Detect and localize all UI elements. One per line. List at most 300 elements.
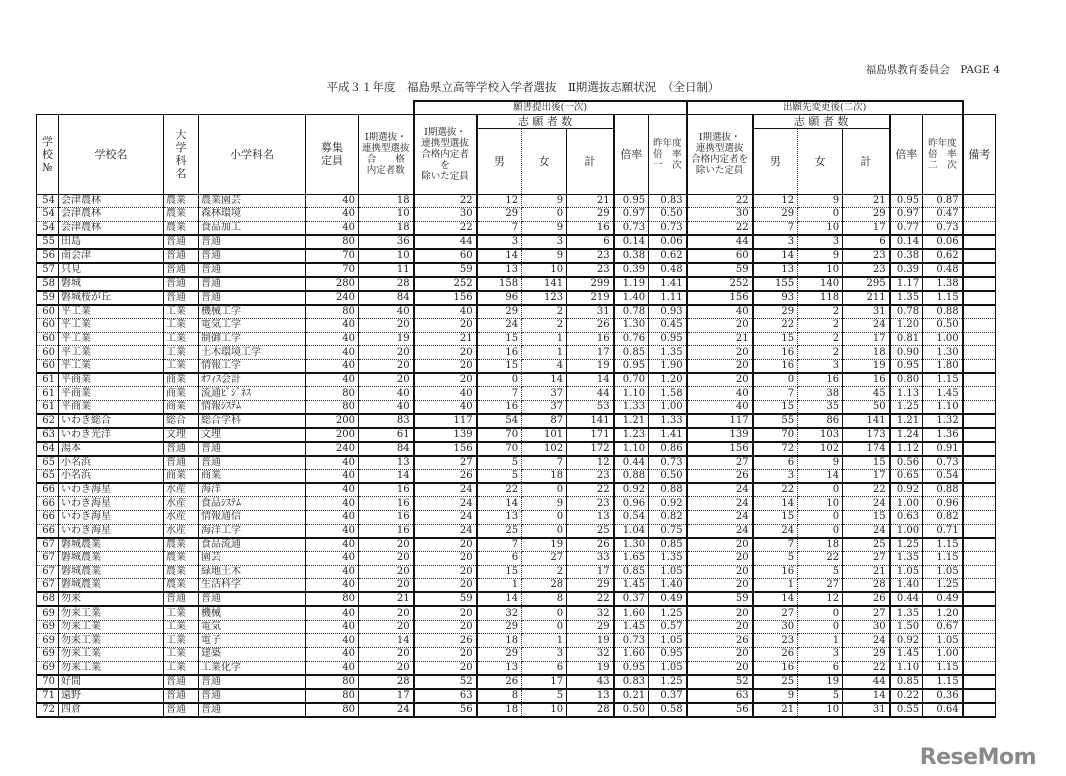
cell-capacity: 240 — [306, 291, 359, 305]
cell-male-second: 93 — [753, 291, 798, 305]
cell-male-first: 7 — [477, 387, 522, 401]
cell-naitei-count: 40 — [359, 400, 414, 414]
cell-dept: 工業 — [164, 634, 199, 648]
cell-naitei-count: 20 — [359, 359, 414, 373]
cell-subdept: 農業園芸 — [199, 194, 306, 208]
cell-total-second: 6 — [843, 235, 890, 249]
cell-male-first: 70 — [477, 428, 522, 442]
cell-note — [963, 428, 996, 442]
cell-naitei-count: 20 — [359, 620, 414, 634]
cell-teiin-second: 20 — [687, 579, 753, 593]
cell-total-first: 171 — [567, 428, 614, 442]
cell-note — [963, 442, 996, 456]
cell-teiin-second: 252 — [687, 277, 753, 291]
cell-male-second: 30 — [753, 620, 798, 634]
cell-ratio-second: 1.12 — [890, 442, 923, 456]
cell-male-first: 1 — [477, 579, 522, 593]
cell-note — [963, 346, 996, 360]
cell-total-first: 16 — [567, 221, 614, 235]
cell-note — [963, 414, 996, 428]
cell-dept: 農業 — [164, 194, 199, 208]
cell-prev-ratio-second: 0.73 — [923, 456, 963, 470]
cell-ratio-first: 0.97 — [614, 208, 649, 222]
cell-ratio-first: 0.95 — [614, 194, 649, 208]
cell-ratio-first: 1.30 — [614, 538, 649, 552]
cell-total-second: 24 — [843, 497, 890, 511]
cell-female-first: 5 — [522, 689, 567, 703]
table-row — [37, 249, 996, 263]
cell-capacity: 40 — [306, 620, 359, 634]
cell-capacity: 40 — [306, 661, 359, 675]
cell-male-second: 27 — [753, 606, 798, 620]
cell-total-first: 29 — [567, 208, 614, 222]
cell-total-second: 24 — [843, 319, 890, 333]
cell-ratio-second: 1.17 — [890, 277, 923, 291]
cell-school-name: 四倉 — [59, 703, 164, 717]
cell-female-second: 35 — [798, 400, 843, 414]
cell-school-no: 72 — [37, 703, 59, 717]
cell-ratio-first: 0.78 — [614, 305, 649, 319]
cell-teiin-first: 30 — [414, 208, 477, 222]
col-total-second: 計 — [843, 128, 890, 194]
cell-total-first: 19 — [567, 359, 614, 373]
cell-prev-ratio-second: 0.88 — [923, 483, 963, 497]
cell-school-no: 54 — [37, 208, 59, 222]
cell-ratio-second: 0.92 — [890, 634, 923, 648]
cell-prev-ratio-first: 1.05 — [649, 661, 687, 675]
cell-female-second: 38 — [798, 387, 843, 401]
cell-subdept: 電気工学 — [199, 319, 306, 333]
cell-female-first: 101 — [522, 428, 567, 442]
cell-ratio-second: 0.78 — [890, 305, 923, 319]
cell-total-first: 172 — [567, 442, 614, 456]
cell-male-first: 5 — [477, 470, 522, 484]
cell-total-first: 31 — [567, 305, 614, 319]
cell-total-second: 24 — [843, 524, 890, 538]
cell-prev-ratio-first: 1.11 — [649, 291, 687, 305]
cell-subdept: 緑地土木 — [199, 565, 306, 579]
cell-subdept: 情報通信 — [199, 511, 306, 525]
cell-ratio-second: 0.95 — [890, 359, 923, 373]
cell-prev-ratio-first: 0.06 — [649, 235, 687, 249]
cell-total-first: 141 — [567, 414, 614, 428]
cell-prev-ratio-first: 1.25 — [649, 675, 687, 689]
cell-dept: 商業 — [164, 470, 199, 484]
cell-school-no: 66 — [37, 524, 59, 538]
cell-dept: 農業 — [164, 579, 199, 593]
cell-prev-ratio-first: 1.41 — [649, 428, 687, 442]
cell-teiin-second: 56 — [687, 703, 753, 717]
cell-female-second: 0 — [798, 524, 843, 538]
cell-female-first: 19 — [522, 538, 567, 552]
cell-teiin-first: 20 — [414, 538, 477, 552]
cell-dept: 農業 — [164, 538, 199, 552]
cell-female-second: 103 — [798, 428, 843, 442]
cell-male-second: 24 — [753, 524, 798, 538]
cell-teiin-first: 20 — [414, 606, 477, 620]
cell-note — [963, 332, 996, 346]
cell-prev-ratio-first: 0.45 — [649, 319, 687, 333]
cell-male-first: 16 — [477, 346, 522, 360]
cell-note — [963, 552, 996, 566]
cell-total-second: 17 — [843, 332, 890, 346]
cell-naitei-count: 20 — [359, 661, 414, 675]
cell-ratio-second: 1.00 — [890, 524, 923, 538]
cell-subdept: 総合学科 — [199, 414, 306, 428]
cell-ratio-first: 1.60 — [614, 647, 649, 661]
cell-naitei-count: 10 — [359, 249, 414, 263]
cell-naitei-count: 19 — [359, 332, 414, 346]
cell-school-no: 63 — [37, 428, 59, 442]
cell-male-first: 29 — [477, 647, 522, 661]
cell-male-first: 18 — [477, 634, 522, 648]
cell-female-second: 18 — [798, 538, 843, 552]
cell-total-second: 22 — [843, 661, 890, 675]
cell-ratio-first: 1.45 — [614, 579, 649, 593]
cell-female-second: 10 — [798, 497, 843, 511]
cell-total-first: 299 — [567, 277, 614, 291]
cell-male-second: 70 — [753, 428, 798, 442]
cell-total-first: 219 — [567, 291, 614, 305]
cell-dept: 工業 — [164, 620, 199, 634]
cell-male-second: 14 — [753, 497, 798, 511]
cell-subdept: 海洋 — [199, 483, 306, 497]
cell-school-no: 66 — [37, 511, 59, 525]
cell-teiin-first: 252 — [414, 277, 477, 291]
cell-note — [963, 565, 996, 579]
cell-total-first: 22 — [567, 592, 614, 606]
cell-note — [963, 305, 996, 319]
cell-teiin-second: 26 — [687, 634, 753, 648]
cell-ratio-first: 0.54 — [614, 511, 649, 525]
cell-prev-ratio-second: 0.50 — [923, 319, 963, 333]
cell-prev-ratio-first: 0.95 — [649, 332, 687, 346]
cell-note — [963, 373, 996, 387]
cell-total-second: 29 — [843, 647, 890, 661]
cell-teiin-first: 21 — [414, 332, 477, 346]
cell-school-name: 好間 — [59, 675, 164, 689]
cell-prev-ratio-first: 1.40 — [649, 579, 687, 593]
cell-prev-ratio-second: 1.15 — [923, 373, 963, 387]
cell-female-first: 37 — [522, 400, 567, 414]
cell-subdept: 機械 — [199, 606, 306, 620]
cell-naitei-count: 20 — [359, 579, 414, 593]
cell-capacity: 40 — [306, 552, 359, 566]
cell-capacity: 40 — [306, 511, 359, 525]
cell-subdept: 情報ｼｽﾃﾑ — [199, 400, 306, 414]
cell-teiin-second: 20 — [687, 373, 753, 387]
cell-school-no: 58 — [37, 277, 59, 291]
applications-table — [36, 100, 996, 718]
cell-naitei-count: 16 — [359, 497, 414, 511]
cell-subdept: 生活科学 — [199, 579, 306, 593]
cell-school-no: 60 — [37, 319, 59, 333]
cell-total-second: 15 — [843, 511, 890, 525]
cell-female-second: 2 — [798, 305, 843, 319]
cell-total-first: 19 — [567, 661, 614, 675]
cell-total-second: 30 — [843, 620, 890, 634]
cell-capacity: 40 — [306, 346, 359, 360]
table-row — [37, 647, 996, 661]
cell-school-name: 磐城農業 — [59, 579, 164, 593]
cell-female-first: 1 — [522, 634, 567, 648]
cell-subdept: ｵﾌｨｽ会計 — [199, 373, 306, 387]
cell-dept: 普通 — [164, 703, 199, 717]
cell-subdept: 普通 — [199, 277, 306, 291]
cell-female-second: 3 — [798, 647, 843, 661]
cell-prev-ratio-second: 0.73 — [923, 221, 963, 235]
cell-dept: 水産 — [164, 511, 199, 525]
cell-teiin-second: 156 — [687, 442, 753, 456]
cell-school-name: 小名浜 — [59, 456, 164, 470]
cell-female-second: 2 — [798, 346, 843, 360]
cell-naitei-count: 40 — [359, 305, 414, 319]
cell-prev-ratio-first: 0.92 — [649, 497, 687, 511]
cell-total-first: 13 — [567, 689, 614, 703]
cell-male-second: 6 — [753, 456, 798, 470]
cell-school-no: 69 — [37, 661, 59, 675]
cell-total-second: 27 — [843, 606, 890, 620]
cell-capacity: 40 — [306, 208, 359, 222]
cell-male-first: 14 — [477, 497, 522, 511]
cell-female-first: 10 — [522, 263, 567, 277]
cell-teiin-first: 40 — [414, 387, 477, 401]
cell-naitei-count: 16 — [359, 483, 414, 497]
cell-prev-ratio-second: 1.00 — [923, 332, 963, 346]
cell-total-first: 29 — [567, 579, 614, 593]
cell-capacity: 40 — [306, 579, 359, 593]
cell-teiin-first: 52 — [414, 675, 477, 689]
cell-prev-ratio-first: 1.41 — [649, 277, 687, 291]
cell-female-first: 0 — [522, 620, 567, 634]
cell-teiin-second: 21 — [687, 332, 753, 346]
table-row — [37, 661, 996, 675]
cell-male-second: 1 — [753, 579, 798, 593]
cell-school-no: 69 — [37, 620, 59, 634]
cell-male-first: 22 — [477, 483, 522, 497]
cell-note — [963, 497, 996, 511]
cell-total-second: 23 — [843, 249, 890, 263]
table-row — [37, 606, 996, 620]
cell-female-second: 0 — [798, 483, 843, 497]
cell-male-first: 7 — [477, 538, 522, 552]
table-row — [37, 565, 996, 579]
cell-female-second: 19 — [798, 675, 843, 689]
cell-total-second: 18 — [843, 346, 890, 360]
cell-prev-ratio-second: 0.96 — [923, 497, 963, 511]
cell-total-second: 23 — [843, 263, 890, 277]
cell-ratio-second: 1.45 — [890, 647, 923, 661]
cell-teiin-second: 40 — [687, 305, 753, 319]
cell-prev-ratio-second: 1.00 — [923, 647, 963, 661]
cell-dept: 工業 — [164, 359, 199, 373]
cell-note — [963, 647, 996, 661]
cell-capacity: 40 — [306, 194, 359, 208]
cell-male-first: 25 — [477, 524, 522, 538]
cell-note — [963, 208, 996, 222]
cell-prev-ratio-first: 0.37 — [649, 689, 687, 703]
cell-capacity: 40 — [306, 538, 359, 552]
cell-ratio-first: 0.76 — [614, 332, 649, 346]
cell-male-first: 6 — [477, 552, 522, 566]
table-row — [37, 442, 996, 456]
cell-naitei-count: 40 — [359, 387, 414, 401]
cell-total-first: 28 — [567, 703, 614, 717]
table-row — [37, 592, 996, 606]
cell-capacity: 70 — [306, 249, 359, 263]
cell-ratio-first: 0.38 — [614, 249, 649, 263]
cell-school-no: 69 — [37, 647, 59, 661]
cell-teiin-first: 24 — [414, 511, 477, 525]
cell-teiin-second: 20 — [687, 565, 753, 579]
cell-school-name: 磐城 — [59, 277, 164, 291]
cell-total-second: 211 — [843, 291, 890, 305]
cell-male-second: 22 — [753, 483, 798, 497]
cell-school-name: いわき海星 — [59, 497, 164, 511]
cell-note — [963, 319, 996, 333]
cell-prev-ratio-second: 1.30 — [923, 346, 963, 360]
cell-male-first: 29 — [477, 208, 522, 222]
cell-ratio-first: 1.19 — [614, 277, 649, 291]
cell-ratio-second: 1.35 — [890, 606, 923, 620]
cell-teiin-first: 27 — [414, 456, 477, 470]
cell-ratio-first: 1.45 — [614, 620, 649, 634]
table-row — [37, 428, 996, 442]
cell-subdept: 土木環境工学 — [199, 346, 306, 360]
cell-teiin-first: 20 — [414, 647, 477, 661]
cell-total-first: 14 — [567, 373, 614, 387]
cell-note — [963, 277, 996, 291]
cell-teiin-second: 20 — [687, 359, 753, 373]
cell-total-first: 19 — [567, 634, 614, 648]
cell-school-no: 65 — [37, 470, 59, 484]
col-female-first: 女 — [522, 128, 567, 194]
header-spacer-note — [963, 101, 996, 114]
cell-capacity: 80 — [306, 387, 359, 401]
cell-capacity: 40 — [306, 565, 359, 579]
cell-total-second: 17 — [843, 221, 890, 235]
cell-total-second: 173 — [843, 428, 890, 442]
cell-prev-ratio-first: 1.35 — [649, 552, 687, 566]
cell-school-no: 54 — [37, 194, 59, 208]
cell-total-first: 22 — [567, 483, 614, 497]
cell-male-second: 26 — [753, 647, 798, 661]
cell-subdept: 食品加工 — [199, 221, 306, 235]
table-row — [37, 552, 996, 566]
cell-ratio-first: 0.73 — [614, 634, 649, 648]
cell-school-name: 湯本 — [59, 442, 164, 456]
cell-capacity: 200 — [306, 414, 359, 428]
cell-school-name: 勿来 — [59, 592, 164, 606]
cell-note — [963, 675, 996, 689]
cell-prev-ratio-first: 0.93 — [649, 305, 687, 319]
cell-prev-ratio-second: 1.32 — [923, 414, 963, 428]
cell-note — [963, 263, 996, 277]
cell-male-second: 29 — [753, 305, 798, 319]
table-row — [37, 689, 996, 703]
cell-school-no: 66 — [37, 483, 59, 497]
cell-subdept: 電気 — [199, 620, 306, 634]
cell-female-first: 2 — [522, 319, 567, 333]
cell-female-first: 0 — [522, 483, 567, 497]
table-row — [37, 634, 996, 648]
table-row — [37, 456, 996, 470]
cell-female-second: 9 — [798, 249, 843, 263]
cell-prev-ratio-first: 0.50 — [649, 208, 687, 222]
table-row — [37, 359, 996, 373]
cell-school-name: 勿来工業 — [59, 647, 164, 661]
cell-dept: 農業 — [164, 552, 199, 566]
cell-female-second: 10 — [798, 221, 843, 235]
cell-teiin-first: 60 — [414, 249, 477, 263]
cell-total-second: 28 — [843, 579, 890, 593]
cell-teiin-second: 20 — [687, 661, 753, 675]
cell-male-second: 29 — [753, 208, 798, 222]
cell-teiin-first: 24 — [414, 524, 477, 538]
cell-school-no: 64 — [37, 442, 59, 456]
cell-prev-ratio-second: 1.15 — [923, 675, 963, 689]
col-female-second: 女 — [798, 128, 843, 194]
cell-ratio-first: 1.30 — [614, 319, 649, 333]
cell-capacity: 40 — [306, 483, 359, 497]
table-row — [37, 400, 996, 414]
cell-ratio-first: 0.95 — [614, 661, 649, 675]
cell-total-first: 17 — [567, 346, 614, 360]
page-title-text: 平成３１年度 福島県立高等学校入学者選抜 Ⅱ期選抜志願状況 （全日制） — [326, 80, 720, 94]
cell-female-second: 2 — [798, 332, 843, 346]
cell-dept: 普通 — [164, 235, 199, 249]
cell-school-name: 平工業 — [59, 359, 164, 373]
cell-total-second: 17 — [843, 470, 890, 484]
cell-school-no: 69 — [37, 606, 59, 620]
cell-female-first: 28 — [522, 579, 567, 593]
cell-naitei-count: 61 — [359, 428, 414, 442]
cell-male-second: 155 — [753, 277, 798, 291]
cell-ratio-second: 0.92 — [890, 483, 923, 497]
col-school-no: 学 校 № — [37, 114, 59, 194]
cell-ratio-second: 1.13 — [890, 387, 923, 401]
cell-teiin-first: 22 — [414, 221, 477, 235]
page-title — [0, 79, 1066, 95]
cell-capacity: 40 — [306, 332, 359, 346]
cell-male-first: 13 — [477, 511, 522, 525]
cell-prev-ratio-first: 0.73 — [649, 221, 687, 235]
cell-male-first: 16 — [477, 400, 522, 414]
cell-naitei-count: 20 — [359, 319, 414, 333]
cell-teiin-first: 117 — [414, 414, 477, 428]
cell-prev-ratio-first: 1.05 — [649, 565, 687, 579]
cell-naitei-count: 10 — [359, 208, 414, 222]
cell-school-no: 60 — [37, 359, 59, 373]
cell-note — [963, 291, 996, 305]
cell-note — [963, 661, 996, 675]
cell-ratio-second: 0.44 — [890, 592, 923, 606]
cell-school-name: 遠野 — [59, 689, 164, 703]
cell-ratio-first: 0.50 — [614, 703, 649, 717]
cell-ratio-first: 0.37 — [614, 592, 649, 606]
cell-male-second: 12 — [753, 194, 798, 208]
cell-prev-ratio-first: 0.75 — [649, 524, 687, 538]
cell-female-first: 2 — [522, 305, 567, 319]
cell-total-first: 6 — [567, 235, 614, 249]
cell-total-second: 50 — [843, 400, 890, 414]
cell-school-name: 磐城桜が丘 — [59, 291, 164, 305]
table-body — [37, 194, 996, 717]
cell-dept: 農業 — [164, 221, 199, 235]
cell-ratio-second: 1.24 — [890, 428, 923, 442]
cell-school-name: 平工業 — [59, 319, 164, 333]
cell-male-second: 55 — [753, 414, 798, 428]
